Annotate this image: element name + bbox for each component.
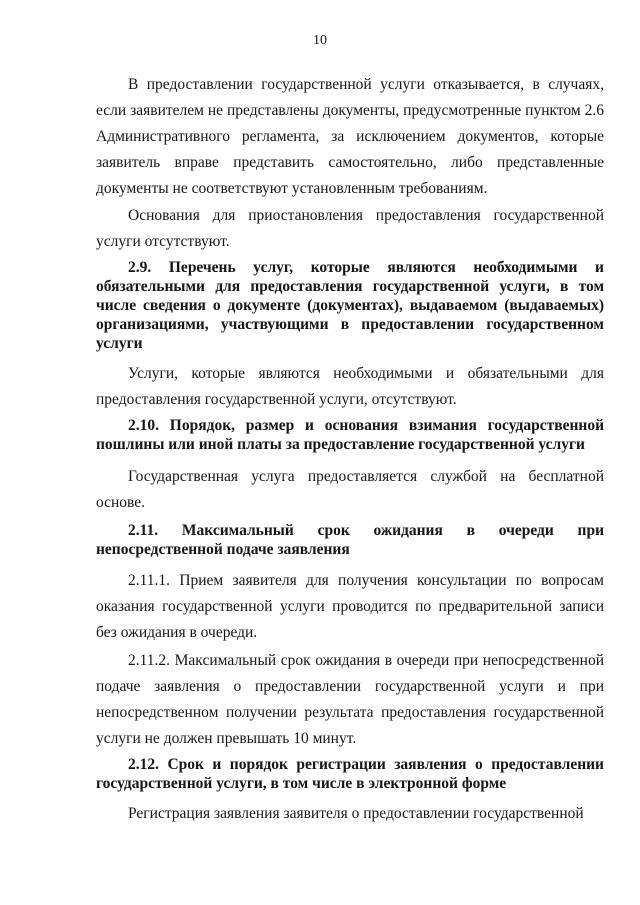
paragraph-2-11-1: 2.11.1. Прием заявителя для получения консультации по вопросам оказания государственной услуги проводится по предварительной записи без ожидания в очереди. xyxy=(96,572,604,641)
paragraph-2-10: Государственная услуга предоставляется службой на бесплатной основе. xyxy=(96,468,604,511)
page-number: 10 xyxy=(313,33,327,48)
paragraph-2-12: Регистрация заявления заявителя о предоставлении государственной xyxy=(128,805,584,822)
paragraph-refusal: В предоставлении государственной услуги отказывается, в случаях, если заявителем не представлены документы, предусмотренные пунктом 2.6 Административного регламента, за исключением документов, которые заявитель вправе представить самостоятельно, либо представленные документы не соответствуют установленным требованиям. xyxy=(96,76,604,197)
heading-2-10: 2.10. Порядок, размер и основания взимания государственной пошлины или иной платы за предоставление государственной услуги xyxy=(96,417,604,453)
heading-2-11: 2.11. Максимальный срок ожидания в очереди при непосредственной подаче заявления xyxy=(96,522,604,558)
heading-2-12: 2.12. Срок и порядок регистрации заявления о предоставлении государственной услуги, в том числе в электронной форме xyxy=(96,756,604,792)
heading-2-9: 2.9. Перечень услуг, которые являются необходимыми и обязательными для предоставления государственной услуги, в том числе сведения о документе (документах), выдаваемом (выдаваемых) организациями, участвующими в предоставлении государственном услуги xyxy=(96,259,604,352)
paragraph-suspension: Основания для приостановления предоставления государственной услуги отсутствуют. xyxy=(96,207,604,250)
paragraph-2-9: Услуги, которые являются необходимыми и обязательными для предоставления государственной услуги, отсутствуют. xyxy=(96,365,604,408)
paragraph-2-11-2: 2.11.2. Максимальный срок ожидания в очереди при непосредственной подаче заявления о предоставлении государственной услуги и при непосредственном получении результата предоставления государственной услуги не должен превышать 10 минут. xyxy=(96,652,604,747)
